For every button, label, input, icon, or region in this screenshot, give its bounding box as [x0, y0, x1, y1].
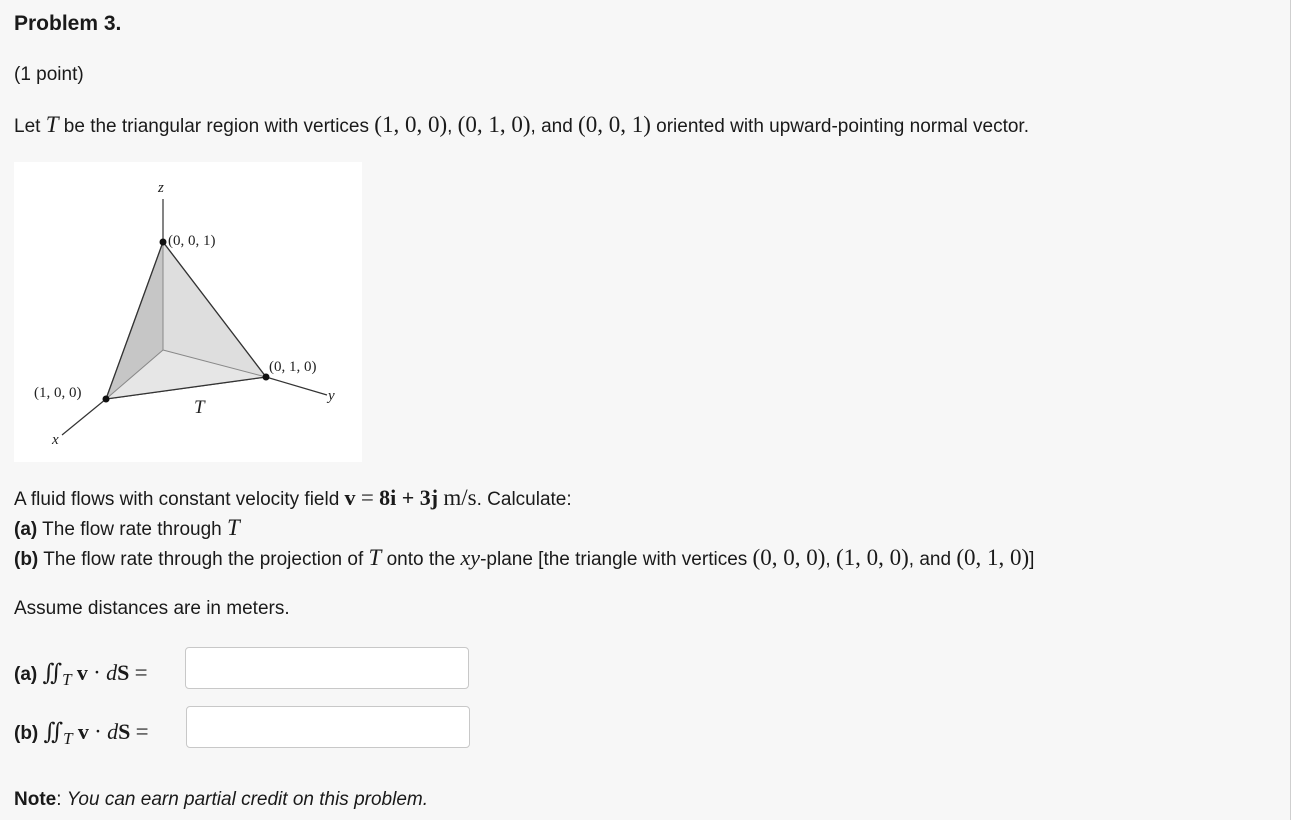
- partial-credit-note: Note: You can earn partial credit on this problem.: [14, 789, 429, 810]
- axis-label-x: x: [52, 432, 59, 448]
- vertex-2: (0, 1, 0): [457, 112, 531, 137]
- problem-intro: Let T be the triangular region with vertices (1, 0, 0), (0, 1, 0), and (0, 0, 1) oriented with upward-pointing normal vector.: [14, 112, 1029, 137]
- answer-b-input[interactable]: [186, 706, 470, 748]
- problem-title: Problem 3.: [14, 12, 122, 35]
- velocity-units: m/s: [443, 485, 477, 510]
- answer-a-label: (a) $∬_T$ v · dS =: [14, 660, 148, 689]
- x-axis: [62, 399, 106, 435]
- integral-icon: ∬: [43, 719, 64, 744]
- vertex-dot-left: [103, 396, 110, 403]
- assume-statement: Assume distances are in meters.: [14, 598, 290, 619]
- fluid-statement: A fluid flows with constant velocity field v = 8i + 3j m/s. Calculate:: [14, 485, 572, 510]
- y-axis: [266, 377, 327, 395]
- region-label: T: [194, 397, 205, 418]
- answer-b-label: (b) $∬_T$ v · dS =: [14, 719, 149, 748]
- problem-points: (1 point): [14, 64, 84, 85]
- region-symbol: T: [45, 112, 59, 137]
- part-a-statement: (a) The flow rate through T: [14, 515, 240, 540]
- velocity-symbol: v: [344, 485, 356, 510]
- triangle-figure: [14, 162, 362, 462]
- label-vertex-left: (1, 0, 0): [34, 385, 82, 401]
- axis-label-z: z: [158, 180, 164, 196]
- vertex-3: (0, 0, 1): [578, 112, 651, 137]
- integral-icon: ∬: [42, 660, 63, 685]
- label-vertex-top: (0, 0, 1): [168, 233, 216, 249]
- vertex-1: (1, 0, 0): [374, 112, 448, 137]
- triangle-diagram: [14, 162, 362, 462]
- label-vertex-right: (0, 1, 0): [269, 359, 317, 375]
- answer-a-input[interactable]: [185, 647, 469, 689]
- vertex-dot-top: [160, 239, 167, 246]
- axis-label-y: y: [328, 388, 335, 404]
- part-b-statement: (b) The flow rate through the projection of T onto the xy-plane [the triangle with vertices (0, 0, 0), (1, 0, 0), and (0, 1, 0)]: [14, 545, 1035, 570]
- velocity-value: 8i + 3j: [379, 485, 439, 510]
